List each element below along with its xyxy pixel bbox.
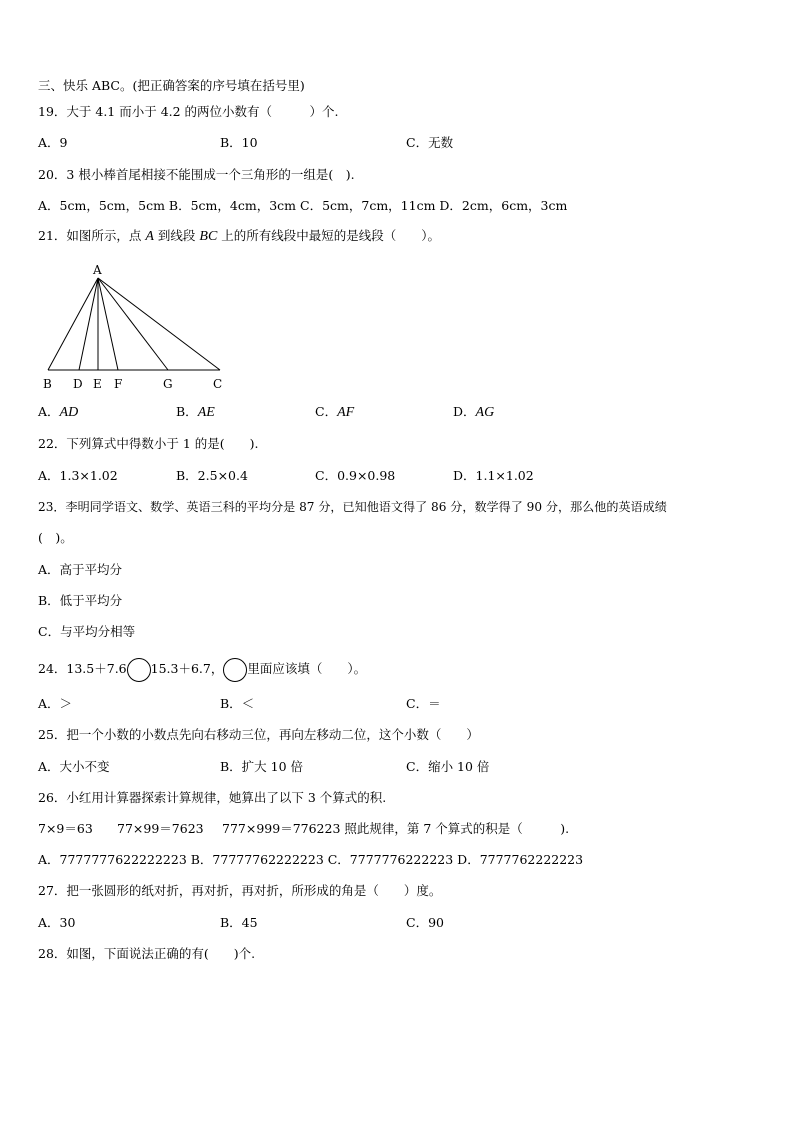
- question-22-stem: 22．下列算式中得数小于 1 的是( ).: [38, 436, 259, 451]
- q21-option-b: B．AE: [176, 404, 215, 420]
- q24-option-a: A．＞: [38, 696, 73, 711]
- q20-options: A．5cm，5cm，5cm B．5cm，4cm，3cm C．5cm，7cm，11cm D．2cm，6cm，3cm: [38, 198, 568, 213]
- q22-option-d: D．1.1×1.02: [453, 468, 534, 483]
- question-20-stem: 20．3 根小棒首尾相接不能围成一个三角形的一组是( ).: [38, 167, 355, 182]
- q19-option-a: A．9: [38, 135, 68, 150]
- section-title: 三、快乐 ABC。(把正确答案的序号填在括号里): [38, 78, 305, 93]
- q23-option-a: A．高于平均分: [38, 562, 123, 577]
- question-25-stem: 25．把一个小数的小数点先向右移动三位，再向左移动二位，这个小数（ ）: [38, 727, 479, 742]
- question-19-stem: 19．大于 4.1 而小于 4.2 的两位小数有（ ）个.: [38, 104, 339, 119]
- q26-example-2: 77×99＝7623: [117, 821, 204, 836]
- answer-circle-2: [223, 658, 247, 682]
- q21-option-d: D．AG: [453, 404, 495, 420]
- q21-option-c: C．AF: [315, 404, 355, 420]
- q19-option-b: B．10: [220, 135, 258, 150]
- question-28-stem: 28．如图，下面说法正确的有( )个.: [38, 946, 256, 961]
- q24-option-c: C．＝: [406, 696, 441, 711]
- question-23-stem: 23．李明同学语文、数学、英语三科的平均分是 87 分，已知他语文得了 86 分，数学得了 90 分，那么他的英语成绩: [38, 500, 667, 514]
- question-26-stem: 26．小红用计算器探索计算规律，她算出了以下 3 个算式的积.: [38, 790, 387, 805]
- question-21-stem: 21．如图所示，点 A 到线段 BC 上的所有线段中最短的是线段（ ）。: [38, 228, 441, 244]
- label-d: D: [73, 377, 83, 391]
- question-23-stem-cont: ( )。: [38, 530, 73, 545]
- q25-option-a: A．大小不变: [38, 759, 110, 774]
- q25-option-b: B．扩大 10 倍: [220, 759, 304, 774]
- q26-example-3: 777×999＝776223 照此规律，第 7 个算式的积是（ ).: [222, 821, 570, 836]
- var-bc: BC: [199, 229, 218, 244]
- q24-option-b: B．＜: [220, 696, 255, 711]
- q19-option-c: C．无数: [406, 135, 454, 150]
- label-a: A: [93, 263, 102, 277]
- question-27-stem: 27．把一张圆形的纸对折，再对折，再对折，所形成的角是（ ）度。: [38, 883, 442, 898]
- q22-option-c: C．0.9×0.98: [315, 468, 396, 483]
- answer-circle-1: [127, 658, 151, 682]
- label-c: C: [213, 377, 223, 391]
- label-e: E: [93, 377, 102, 391]
- segment-ac: [98, 278, 220, 370]
- label-g: G: [163, 377, 173, 391]
- var-a: A: [145, 229, 154, 244]
- q22-option-a: A．1.3×1.02: [38, 468, 118, 483]
- q27-option-b: B．45: [220, 915, 258, 930]
- segment-ad: [79, 278, 98, 370]
- question-24-stem: 24．13.5＋7.6 15.3＋6.7， 里面应该填（ ）。: [38, 657, 366, 682]
- q27-option-c: C．90: [406, 915, 444, 930]
- q25-option-c: C．缩小 10 倍: [406, 759, 490, 774]
- q26-example-1: 7×9＝63: [38, 821, 93, 836]
- triangle-figure: [36, 258, 236, 394]
- q26-options: A．7777777622222223 B．77777762222223 C．7777776222223 D．7777762222223: [38, 852, 584, 867]
- q21-option-a: A．AD: [38, 404, 79, 420]
- q23-option-c: C．与平均分相等: [38, 624, 136, 639]
- segment-ab: [48, 278, 98, 370]
- q27-option-a: A．30: [38, 915, 76, 930]
- q22-option-b: B．2.5×0.4: [176, 468, 248, 483]
- q23-option-b: B．低于平均分: [38, 593, 123, 608]
- label-f: F: [114, 377, 123, 391]
- label-b: B: [43, 377, 52, 391]
